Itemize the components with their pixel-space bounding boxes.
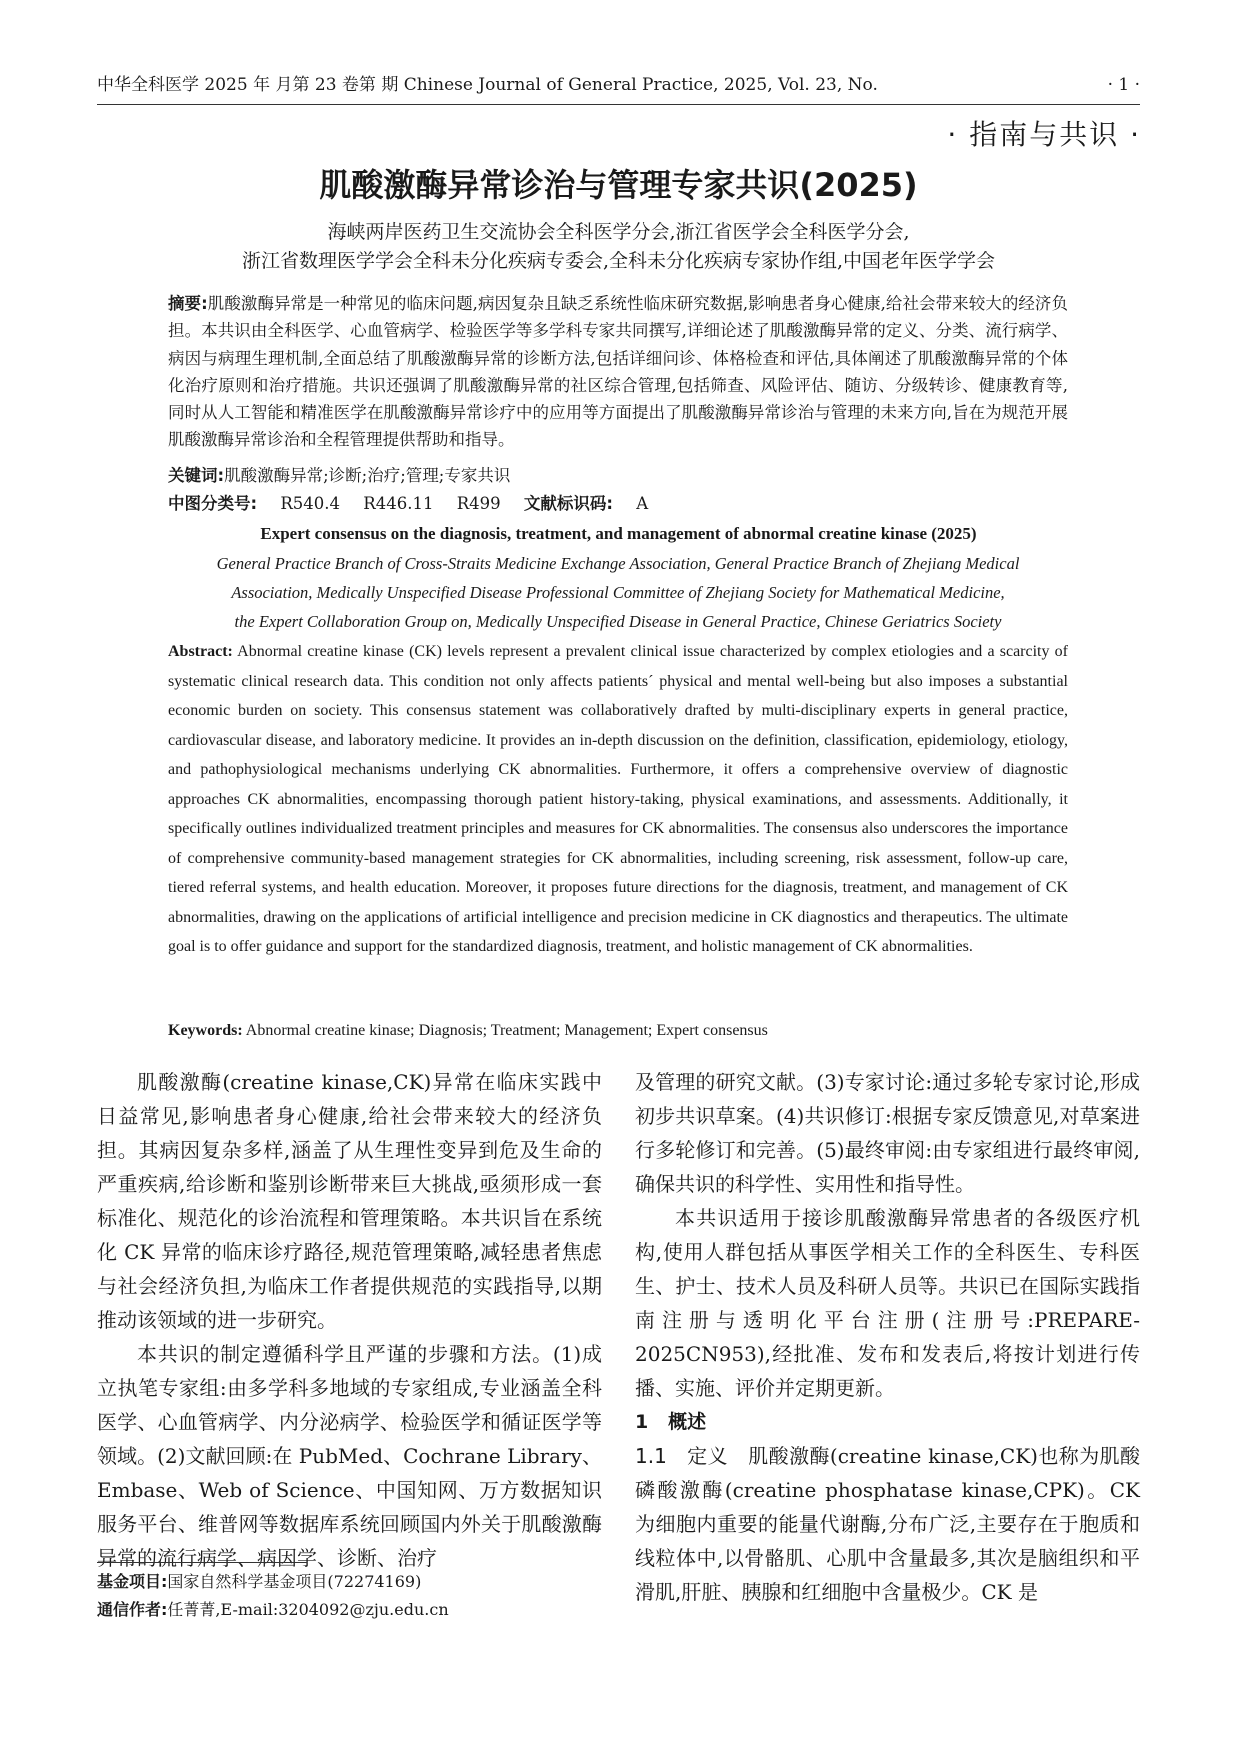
subsection-title: 定义 — [687, 1444, 728, 1468]
abstract-zh-text: 肌酸激酶异常是一种常见的临床问题,病因复杂且缺乏系统性临床研究数据,影响患者身心健康,给社会带来较大的经济负担。本共识由全科医学、心血管病学、检验医学等多学科专家共同撰写,详细论述了肌酸激酶异常的定义、分类、流行病学、病因与病理生理机制,全面总结了肌酸激酶异常的诊断方法,包括详细问诊、体格检查和评估,具体阐述了肌酸激酶异常的个体化治疗原则和治疗措施。共识还强调了肌酸激酶异常的社区综合管理,包括筛查、风险评估、随访、分级转诊、健康教育等,同时从人工智能和精准医学在肌酸激酶异常诊疗中的应用等方面提出了肌酸激酶异常诊治与管理的未来方向,旨在为规范开展肌酸激酶异常诊治和全程管理提供帮助和指导。 — [168, 294, 1068, 450]
corresponding-text: 任菁菁,E-mail:3204092@zju.edu.cn — [167, 1600, 449, 1619]
body-paragraph: 本共识的制定遵循科学且严谨的步骤和方法。(1)成立执笔专家组:由多学科多地域的专家组成,专业涵盖全科医学、心血管病学、内分泌病学、检验医学和循证医学等领域。(2)文献回顾:在 PubMed、Cochrane Library、Embase、Web of Science、中国知网、万方数据知识服务平台、维普网等数据库系统回顾国内外关于肌酸激酶异常的流行病学、病因学、诊断、治疗 — [97, 1342, 602, 1570]
classification-code: R540.4 — [280, 494, 341, 513]
body-column-right — [635, 1065, 1140, 1609]
author-affiliations-zh — [97, 218, 1140, 276]
keywords-en-label: Keywords: — [168, 1022, 243, 1039]
classification-line — [168, 490, 1068, 517]
footnotes — [97, 1568, 602, 1624]
article-title-en: Expert consensus on the diagnosis, treatment, and management of abnormal creatine kinase (2025) — [260, 524, 977, 543]
classification-label: 中图分类号: — [168, 494, 258, 513]
body-paragraph: 肌酸激酶(creatine kinase,CK)异常在临床实践中日益常见,影响患者身心健康,给社会带来较大的经济负担。其病因复杂多样,涵盖了从生理性变异到危及生命的严重疾病,给诊断和鉴别诊断带来巨大挑战,亟须形成一套标准化、规范化的诊治流程和管理策略。本共识旨在系统化 CK 异常的临床诊疗路径,规范管理策略,减轻患者焦虑与社会经济负担,为临床工作者提供规范的实践指导,以期推动该领域的进一步研究。 — [97, 1070, 602, 1332]
classification-code: R446.11 — [363, 494, 434, 513]
keywords-zh-text: 肌酸激酶异常;诊断;治疗;管理;专家共识 — [224, 466, 511, 485]
document-code: A — [636, 494, 649, 513]
author-line-en: Association, Medically Unspecified Disease Professional Committee of Zhejiang Society for Mathematical Medicine, — [231, 583, 1005, 602]
keywords-zh-label: 关键词: — [168, 466, 225, 485]
keywords-en-text: Abnormal creatine kinase; Diagnosis; Treatment; Management; Expert consensus — [245, 1022, 768, 1039]
journal-citation: 中华全科医学 2025 年 月第 23 卷第 期 Chinese Journal of General Practice, 2025, Vol. 23, No. — [97, 75, 878, 95]
funding-label: 基金项目: — [97, 1572, 168, 1591]
corresponding-label: 通信作者: — [97, 1600, 168, 1619]
section-number: 1 — [635, 1411, 649, 1433]
author-line: 浙江省数理医学学会全科未分化疾病专委会,全科未分化疾病专家协作组,中国老年医学学会 — [241, 250, 996, 272]
abstract-zh — [168, 290, 1068, 454]
abstract-zh-label: 摘要: — [168, 294, 208, 313]
keywords-en — [168, 1017, 1068, 1045]
body-paragraph — [635, 1439, 1140, 1609]
abstract-en — [168, 637, 1068, 962]
author-line: 海峡两岸医药卫生交流协会全科医学分会,浙江省医学会全科医学分会, — [327, 221, 910, 243]
abstract-en-text: Abnormal creatine kinase (CK) levels represent a prevalent clinical issue characterized by complex etiologies and a scarcity of systematic clinical research data. This condition not only affects patients´ physical and mental well-being but also imposes a substantial economic burden on society. This consensus statement was collaboratively drafted by multi-disciplinary experts in general practice, cardiovascular disease, and laboratory medicine. It provides an in-depth discussion on the definition, classification, epidemiology, etiology, and pathophysiological mechanisms underlying CK abnormalities. Furthermore, it offers a comprehensive overview of diagnostic approaches CK abnormalities, encompassing thorough patient history-taking, physical examinations, and assessments. Additionally, it specifically outlines individualized treatment principles and measures for CK abnormalities. The consensus also underscores the importance of comprehensive community-based management strategies for CK abnormalities, including screening, risk assessment, follow-up care, tiered referral systems, and health education. Moreover, it proposes future directions for the diagnosis, treatment, and management of CK abnormalities, drawing on the applications of artificial intelligence and precision medicine in CK diagnostics and therapeutics. The ultimate goal is to offer guidance and support for the standardized diagnosis, treatment, and holistic management of CK abnormalities. — [168, 643, 1068, 955]
page-number: · 1 · — [1107, 75, 1140, 95]
subsection-number: 1.1 — [635, 1444, 667, 1468]
article-title: 肌酸激酶异常诊治与管理专家共识(2025) — [319, 166, 918, 204]
body-column-left — [97, 1065, 602, 1575]
section-title: 概述 — [668, 1411, 707, 1433]
body-paragraph: 及管理的研究文献。(3)专家讨论:通过多轮专家讨论,形成初步共识草案。(4)共识修订:根据专家反馈意见,对草案进行多轮修订和完善。(5)最终审阅:由专家组进行最终审阅,确保共识的科学性、实用性和指导性。 — [635, 1070, 1140, 1196]
classification-code: R499 — [456, 494, 501, 513]
document-code-label: 文献标识码: — [523, 494, 613, 513]
funding-text: 国家自然科学基金项目(72274169) — [167, 1572, 422, 1591]
funding-note — [97, 1568, 602, 1596]
header-divider — [97, 104, 1140, 105]
abstract-en-label: Abstract: — [168, 643, 233, 660]
footnote-divider — [97, 1562, 307, 1563]
running-header — [97, 70, 1140, 100]
definition-text: 肌酸激酶(creatine kinase,CK)也称为肌酸磷酸激酶(creatine phosphatase kinase,CPK)。CK 为细胞内重要的能量代谢酶,分布广泛,主要存在于胞质和线粒体中,以骨骼肌、心肌中含量最多,其次是脑组织和平滑肌,肝脏、胰腺和红细胞中含量极少。CK 是 — [635, 1444, 1141, 1604]
author-line-en: General Practice Branch of Cross-Straits Medicine Exchange Association, General Practice Branch of Zhejiang Medical — [216, 554, 1020, 573]
body-paragraph: 本共识适用于接诊肌酸激酶异常患者的各级医疗机构,使用人群包括从事医学相关工作的全科医生、专科医生、护士、技术人员及科研人员等。共识已在国际实践指南注册与透明化平台注册(注册号:PREPARE-2025CN953),经批准、发布和发表后,将按计划进行传播、实施、评价并定期更新。 — [635, 1206, 1140, 1400]
section-heading — [635, 1405, 1140, 1439]
author-line-en: the Expert Collaboration Group on, Medically Unspecified Disease in General Practice, Chinese Geriatrics Society — [234, 612, 1002, 631]
author-affiliations-en — [168, 549, 1068, 636]
corresponding-author-note — [97, 1596, 602, 1624]
section-tag: · 指南与共识 · — [947, 118, 1141, 151]
keywords-zh — [168, 462, 1068, 489]
